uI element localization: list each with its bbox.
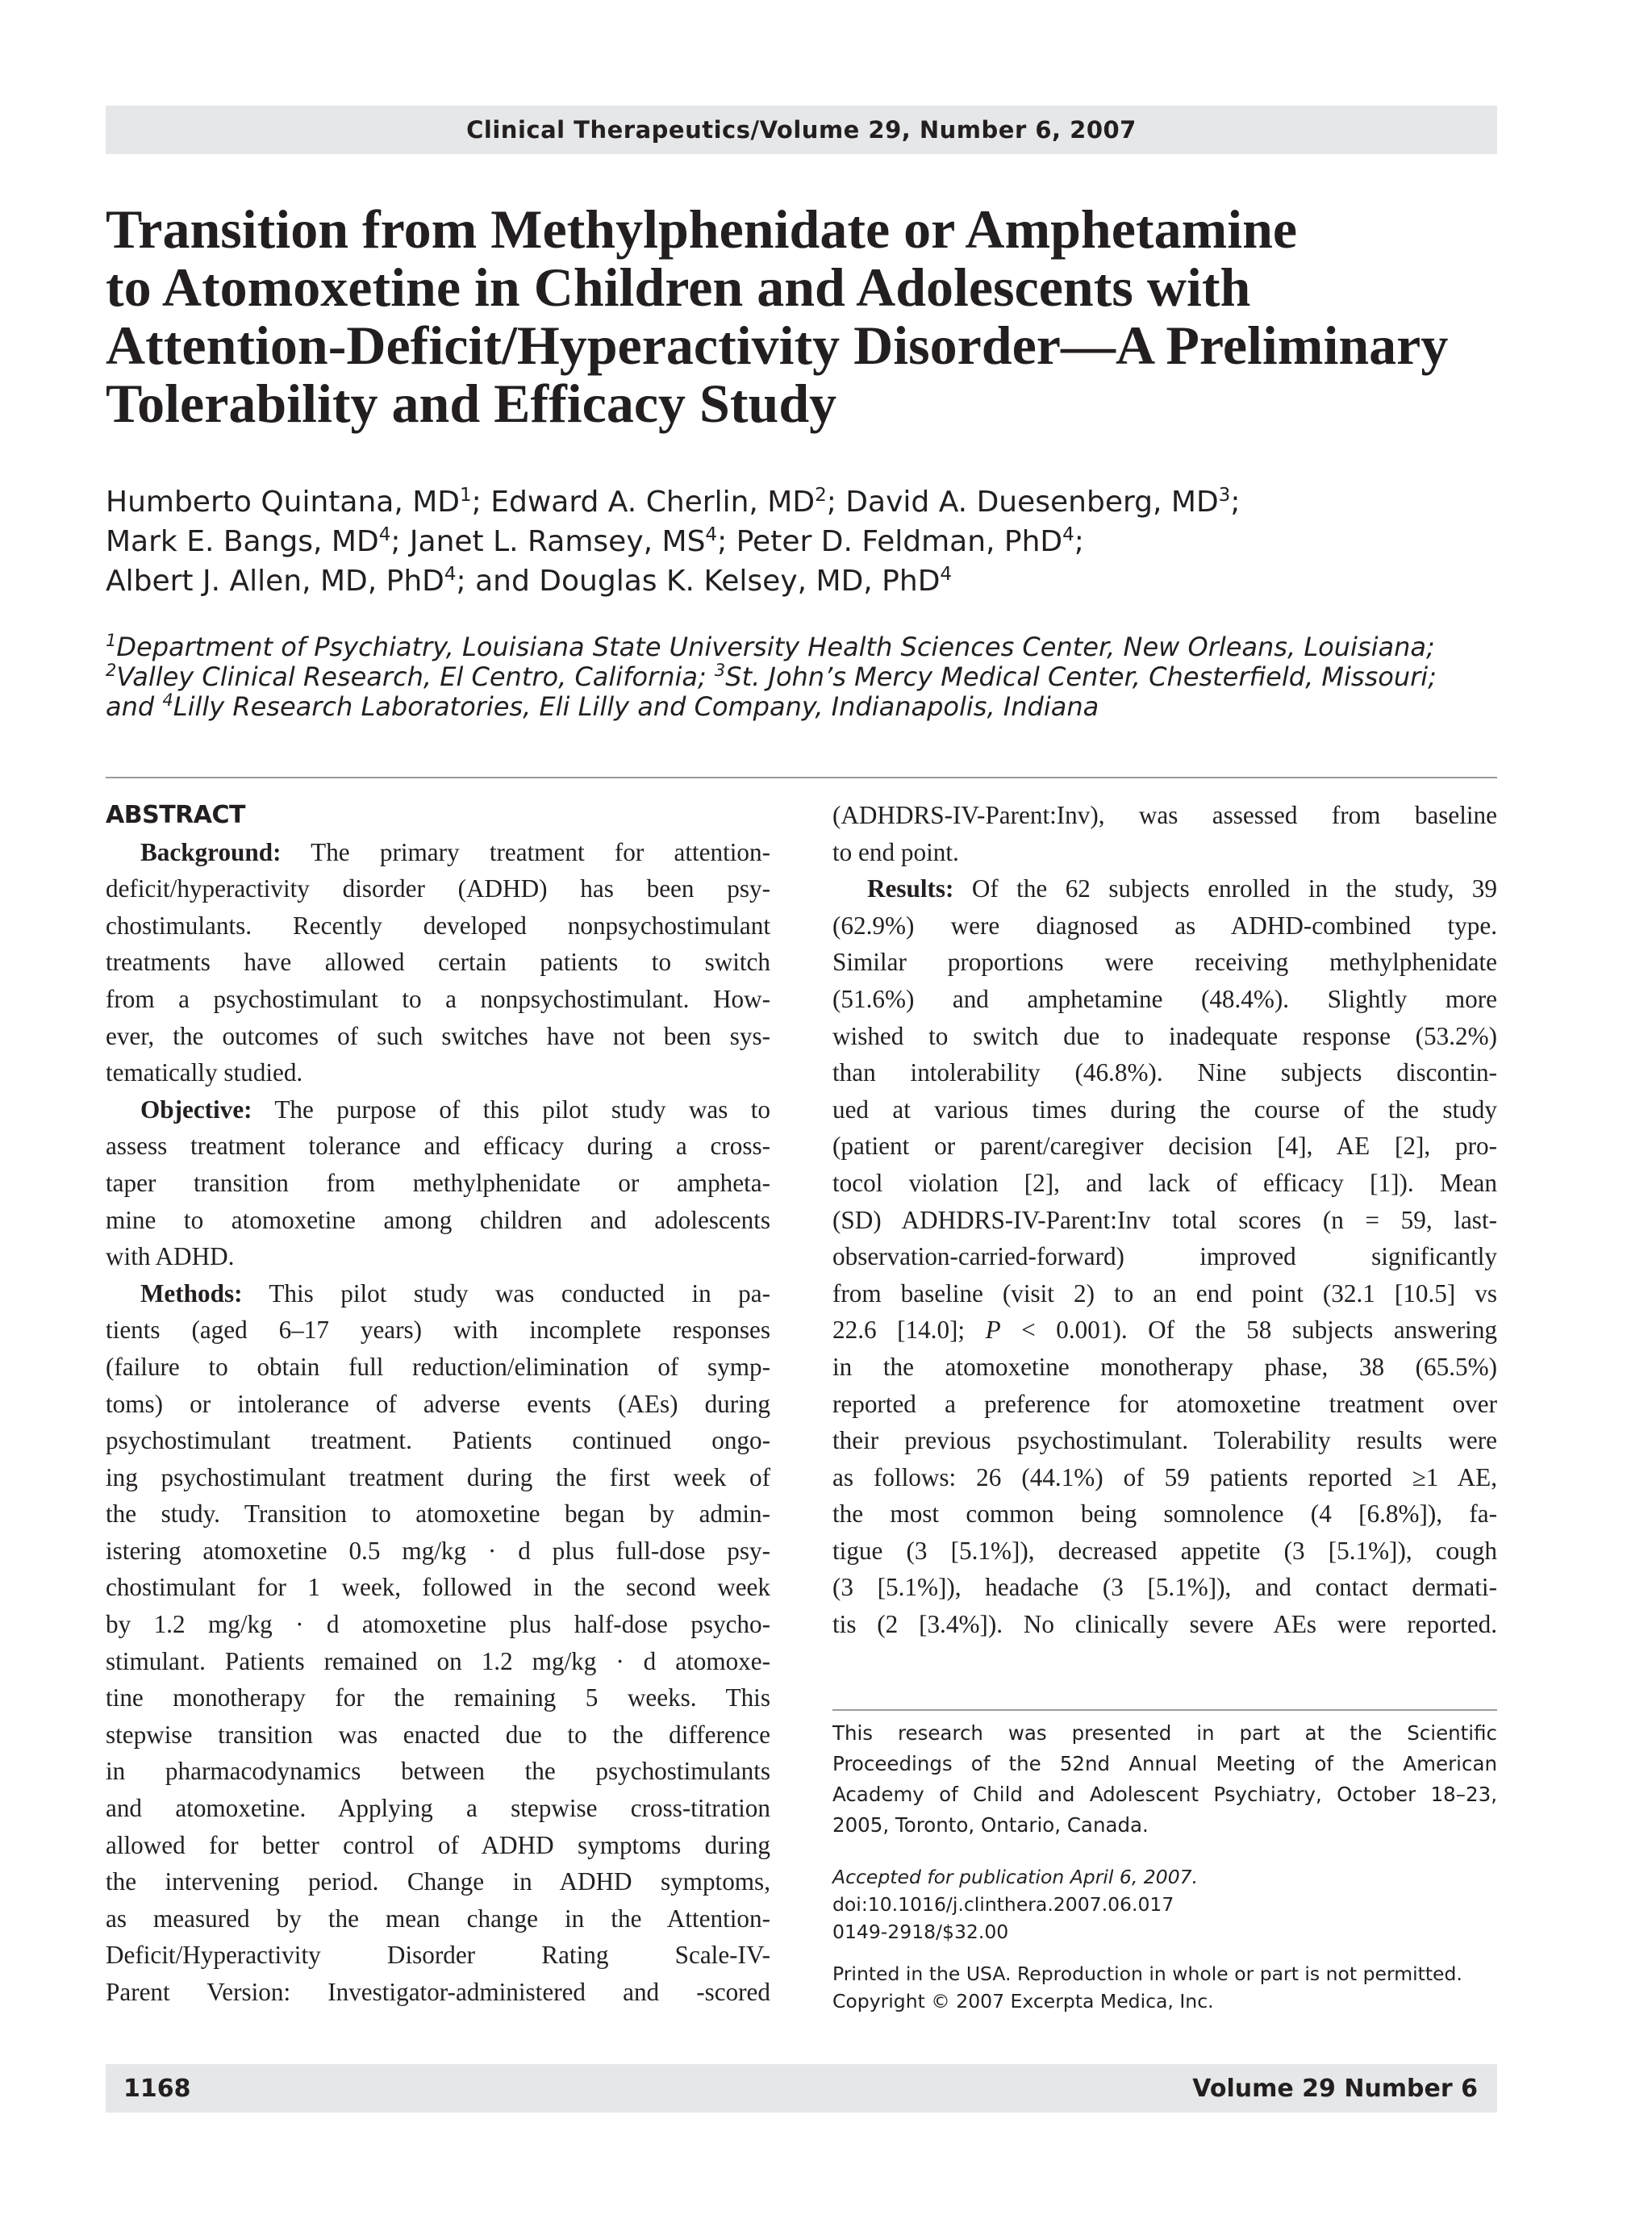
abstract-line: 22.6 [14.0]; P < 0.001). Of the 58 subjects answering — [832, 1316, 1498, 1345]
abstract-right-column — [832, 797, 1497, 1643]
abstract-line: (3 [5.1%]), headache (3 [5.1%]), and contact dermati- — [832, 1573, 1497, 1602]
affiliation-line: $^2$Valley Clinical Research, El Centro, California; $^3$St. John’s Mercy Medical Center, Chesterfield, Missouri; — [106, 661, 1437, 692]
abstract-line: tis (2 [3.4%]). No clinically severe AEs were reported. — [832, 1610, 1497, 1639]
accepted-date: Accepted for publication April 6, 2007. — [832, 1866, 1199, 1888]
footnote-line: Academy of Child and Adolescent Psychiatry, October 18–23, — [832, 1783, 1497, 1806]
affiliations — [106, 632, 1525, 722]
abstract-line: Parent Version: Investigator-administered and -scored — [106, 1978, 770, 2006]
abstract-line: (failure to obtain full reduction/elimination of symp- — [106, 1352, 770, 1381]
abstract-line: allowed for better control of ADHD symptoms during — [106, 1830, 770, 1859]
abstract-line: stepwise transition was enacted due to the difference — [106, 1720, 770, 1749]
volume-label: Volume 29 Number 6 — [1192, 2074, 1478, 2103]
abstract-line: observation-carried-forward) improved significantly — [832, 1242, 1497, 1271]
journal-header — [106, 106, 1497, 154]
abstract-line: from baseline (visit 2) to an end point (32.1 [10.5] vs — [832, 1278, 1497, 1308]
abstract-line: wished to switch due to inadequate response (53.2%) — [832, 1021, 1497, 1050]
abstract-line: Similar proportions were receiving methylphenidate — [832, 948, 1497, 977]
abstract-line: psychostimulant treatment. Patients continued ongo- — [106, 1426, 770, 1455]
abstract-line: treatments have allowed certain patients to switch — [106, 948, 770, 977]
abstract-line: (SD) ADHDRS-IV-Parent:Inv total scores (n = 59, last- — [832, 1205, 1497, 1234]
page-number: 1168 — [123, 2074, 191, 2103]
abstract-line: mine to atomoxetine among children and adolescents — [106, 1205, 770, 1234]
article-title — [106, 200, 1525, 432]
footnote-line: This research was presented in part at the Scientific — [832, 1721, 1497, 1745]
abstract-line: Background: The primary treatment for attention- — [140, 837, 770, 866]
abstract-line: as measured by the mean change in the Attention- — [106, 1904, 770, 1933]
abstract-line: tocol violation [2], and lack of efficacy [1]). Mean — [832, 1168, 1497, 1197]
abstract-line: assess treatment tolerance and efficacy during a cross- — [106, 1132, 770, 1161]
abstract-line: Methods: This pilot study was conducted in pa- — [140, 1278, 770, 1308]
title-line: Tolerability and Efficacy Study — [106, 373, 837, 434]
presentation-note — [832, 1718, 1497, 1841]
abstract-line: (62.9%) were diagnosed as ADHD-combined type. — [832, 911, 1497, 940]
publication-info — [832, 1863, 1497, 1946]
affiliation-line: and $^4$Lilly Research Laboratories, Eli Lilly and Company, Indianapolis, Indiana — [106, 690, 1099, 722]
abstract-line: (51.6%) and amphetamine (48.4%). Slightly more — [832, 984, 1497, 1013]
abstract-line: tine monotherapy for the remaining 5 weeks. This — [106, 1683, 770, 1712]
author-list — [106, 482, 1525, 601]
abstract-line: chostimulants. Recently developed nonpsychostimulant — [106, 911, 770, 940]
methods-label: Methods: — [140, 1278, 243, 1308]
abstract-left-column — [106, 797, 770, 2011]
title-line: Transition from Methylphenidate or Amphetamine — [106, 198, 1298, 260]
abstract-line: the study. Transition to atomoxetine began by admin- — [106, 1499, 770, 1529]
abstract-line: as follows: 26 (44.1%) of 59 patients reported ≥1 AE, — [832, 1462, 1497, 1491]
abstract-line: (ADHDRS-IV-Parent:Inv), was assessed from baseline — [832, 801, 1497, 829]
background-label: Background: — [140, 837, 282, 866]
author-line: Mark E. Bangs, $MD^4$; Janet L. Ramsey, $MS^4$; Peter D. Feldman, PhD$^4$; — [106, 524, 1084, 558]
abstract-heading: ABSTRACT — [106, 801, 245, 829]
abstract-line: taper transition from methylphenidate or ampheta- — [106, 1168, 770, 1197]
abstract-line: ued at various times during the course of the study — [832, 1095, 1497, 1124]
abstract-line: tigue (3 [5.1%]), decreased appetite (3 [5.1%]), cough — [832, 1536, 1497, 1565]
abstract-line: (patient or parent/caregiver decision [4], AE [2], pro- — [832, 1132, 1497, 1161]
abstract-line: ever, the outcomes of such switches have not been sys- — [106, 1021, 770, 1050]
copyright-notice: Copyright © 2007 Excerpta Medica, Inc. — [832, 1990, 1214, 2013]
abstract-line: from a psychostimulant to a nonpsychostimulant. How- — [106, 984, 770, 1013]
results-label: Results: — [867, 874, 954, 903]
abstract-line: toms) or intolerance of adverse events (AEs) during — [106, 1389, 770, 1418]
footnote-line: 2005, Toronto, Ontario, Canada. — [832, 1813, 1149, 1837]
abstract-line: and atomoxetine. Applying a stepwise cross-titration — [106, 1794, 770, 1823]
page-footer — [106, 2064, 1497, 2113]
affiliation-line: $^1$Department of Psychiatry, Louisiana State University Health Sciences Center, New Orleans, Louisiana; — [106, 631, 1435, 662]
objective-label: Objective: — [140, 1095, 252, 1124]
abstract-line: than intolerability (46.8%). Nine subjects discontin- — [832, 1058, 1497, 1087]
abstract-line: ing psychostimulant treatment during the first week of — [106, 1462, 770, 1491]
author-line: Humberto Quintana, $MD^1$; Edward A. Cherlin, $MD^2$; David A. Duesenberg, $MD^3$; — [106, 485, 1241, 519]
abstract-line: deficit/hyperactivity disorder (ADHD) has been psy- — [106, 874, 770, 903]
abstract-line: the intervening period. Change in ADHD symptoms, — [106, 1867, 770, 1896]
title-line: to Atomoxetine in Children and Adolescents with — [106, 257, 1251, 318]
issn-price: 0149-2918/$32.00 — [832, 1921, 1009, 1943]
abstract-line: by 1.2 mg/kg · d atomoxetine plus half-dose psycho- — [106, 1610, 770, 1639]
abstract-line: Deficit/Hyperactivity Disorder Rating Scale-IV- — [106, 1941, 770, 1970]
title-line: Attention-Deficit/Hyperactivity Disorder—A Preliminary — [106, 315, 1449, 376]
abstract-line: with ADHD. — [106, 1242, 235, 1271]
abstract-line: reported a preference for atomoxetine treatment over — [832, 1389, 1497, 1418]
abstract-line: to end point. — [832, 837, 959, 866]
abstract-line: stimulant. Patients remained on 1.2 mg/kg · d atomoxe- — [106, 1646, 770, 1675]
abstract-line: istering atomoxetine 0.5 mg/kg · d plus full-dose psy- — [106, 1536, 770, 1565]
footnote-divider — [832, 1709, 1497, 1711]
abstract-line: in pharmacodynamics between the psychostimulants — [106, 1757, 770, 1786]
abstract-line: tients (aged 6–17 years) with incomplete responses — [106, 1316, 770, 1345]
copyright-info — [832, 1960, 1497, 2015]
doi: doi:10.1016/j.clinthera.2007.06.017 — [832, 1893, 1174, 1916]
abstract-line: tematically studied. — [106, 1058, 303, 1087]
section-divider — [106, 777, 1497, 778]
abstract-line: chostimulant for 1 week, followed in the second week — [106, 1573, 770, 1602]
abstract-line: in the atomoxetine monotherapy phase, 38 (65.5%) — [832, 1352, 1497, 1381]
author-line: Albert J. Allen, MD, PhD$^4$; and Douglas K. Kelsey, MD, PhD$^4$ — [106, 564, 953, 598]
printed-notice: Printed in the USA. Reproduction in whole or part is not permitted. — [832, 1962, 1462, 1985]
abstract-line: the most common being somnolence (4 [6.8%]), fa- — [832, 1499, 1497, 1529]
abstract-line: their previous psychostimulant. Tolerability results were — [832, 1426, 1497, 1455]
footnote-line: Proceedings of the 52nd Annual Meeting of the American — [832, 1752, 1497, 1775]
journal-header-text: Clinical Therapeutics/Volume 29, Number 6, 2007 — [466, 116, 1137, 144]
abstract-line: Results: Of the 62 subjects enrolled in the study, 39 — [867, 874, 1497, 903]
abstract-line: Objective: The purpose of this pilot study was to — [140, 1095, 770, 1124]
